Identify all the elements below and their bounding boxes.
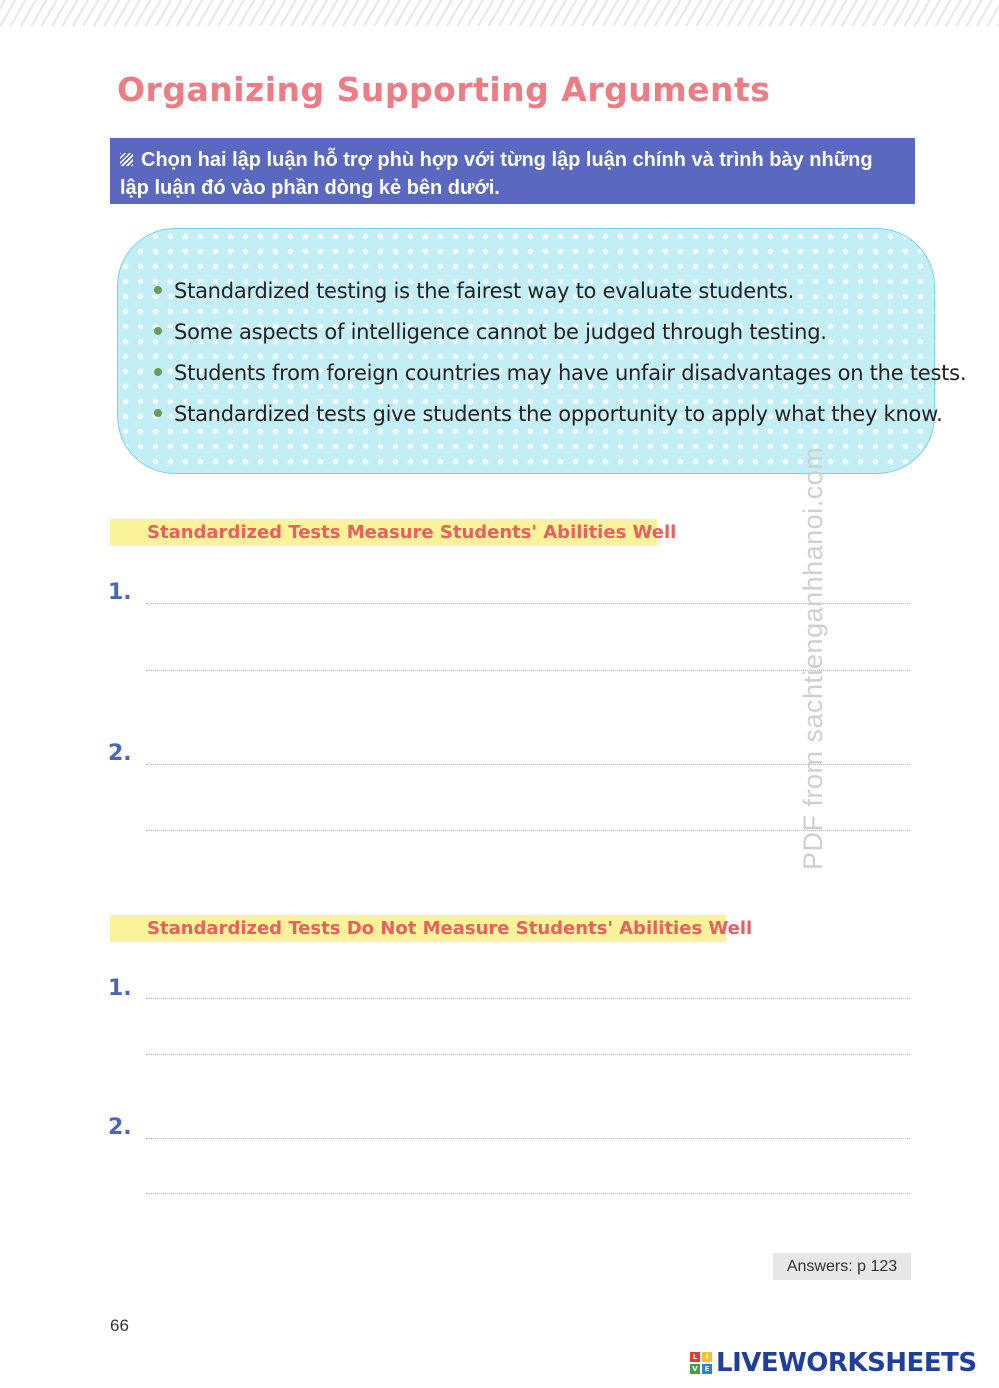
options-list bbox=[152, 276, 966, 440]
answer-number: 2. bbox=[108, 1115, 132, 1140]
option-text: Students from foreign countries may have unfair disadvantages on the tests. bbox=[174, 361, 967, 385]
answers-reference: Answers: p 123 bbox=[773, 1253, 911, 1280]
section-heading-not-measure-well: Standardized Tests Do Not Measure Students' Abilities Well bbox=[110, 915, 726, 942]
bullet-icon bbox=[154, 327, 162, 335]
liveworksheets-logo bbox=[690, 1348, 990, 1380]
answer-number: 1. bbox=[108, 976, 132, 1001]
answer-number: 1. bbox=[108, 580, 132, 605]
answer-line[interactable] bbox=[146, 998, 910, 999]
bullet-icon bbox=[154, 368, 162, 376]
answer-line[interactable] bbox=[146, 830, 910, 831]
option-item bbox=[152, 399, 966, 440]
option-item bbox=[152, 276, 966, 317]
answer-number: 2. bbox=[108, 741, 132, 766]
answer-line[interactable] bbox=[146, 670, 910, 671]
bullet-icon bbox=[154, 409, 162, 417]
logo-letter: I bbox=[702, 1352, 712, 1362]
instruction-banner bbox=[110, 138, 915, 204]
answer-line[interactable] bbox=[146, 1138, 910, 1139]
live-grid-icon bbox=[690, 1352, 712, 1374]
option-text: Standardized tests give students the opportunity to apply what they know. bbox=[174, 402, 943, 426]
page-title: Organizing Supporting Arguments bbox=[117, 70, 771, 109]
top-stripe-decoration bbox=[0, 0, 999, 26]
option-text: Standardized testing is the fairest way to evaluate students. bbox=[174, 279, 795, 303]
logo-letter: V bbox=[690, 1364, 700, 1374]
option-item bbox=[152, 358, 966, 399]
watermark-text: PDF from sachtienganhhanoi.com bbox=[798, 446, 828, 870]
hatch-icon bbox=[120, 153, 133, 166]
answer-line[interactable] bbox=[146, 764, 910, 765]
answer-line[interactable] bbox=[146, 603, 910, 604]
logo-letter: E bbox=[702, 1364, 712, 1374]
option-item bbox=[152, 317, 966, 358]
instruction-text: Chọn hai lập luận hỗ trợ phù hợp với từng lập luận chính và trình bày những lập luận đó vào phần dòng kẻ bên dưới. bbox=[120, 149, 873, 199]
brand-name: LIVEWORKSHEETS bbox=[716, 1348, 977, 1378]
section-heading-measure-well: Standardized Tests Measure Students' Abilities Well bbox=[110, 519, 657, 546]
bullet-icon bbox=[154, 286, 162, 294]
option-text: Some aspects of intelligence cannot be judged through testing. bbox=[174, 320, 827, 344]
logo-letter: L bbox=[690, 1352, 700, 1362]
page-number: 66 bbox=[110, 1316, 129, 1335]
answer-line[interactable] bbox=[146, 1193, 910, 1194]
answer-line[interactable] bbox=[146, 1054, 910, 1055]
